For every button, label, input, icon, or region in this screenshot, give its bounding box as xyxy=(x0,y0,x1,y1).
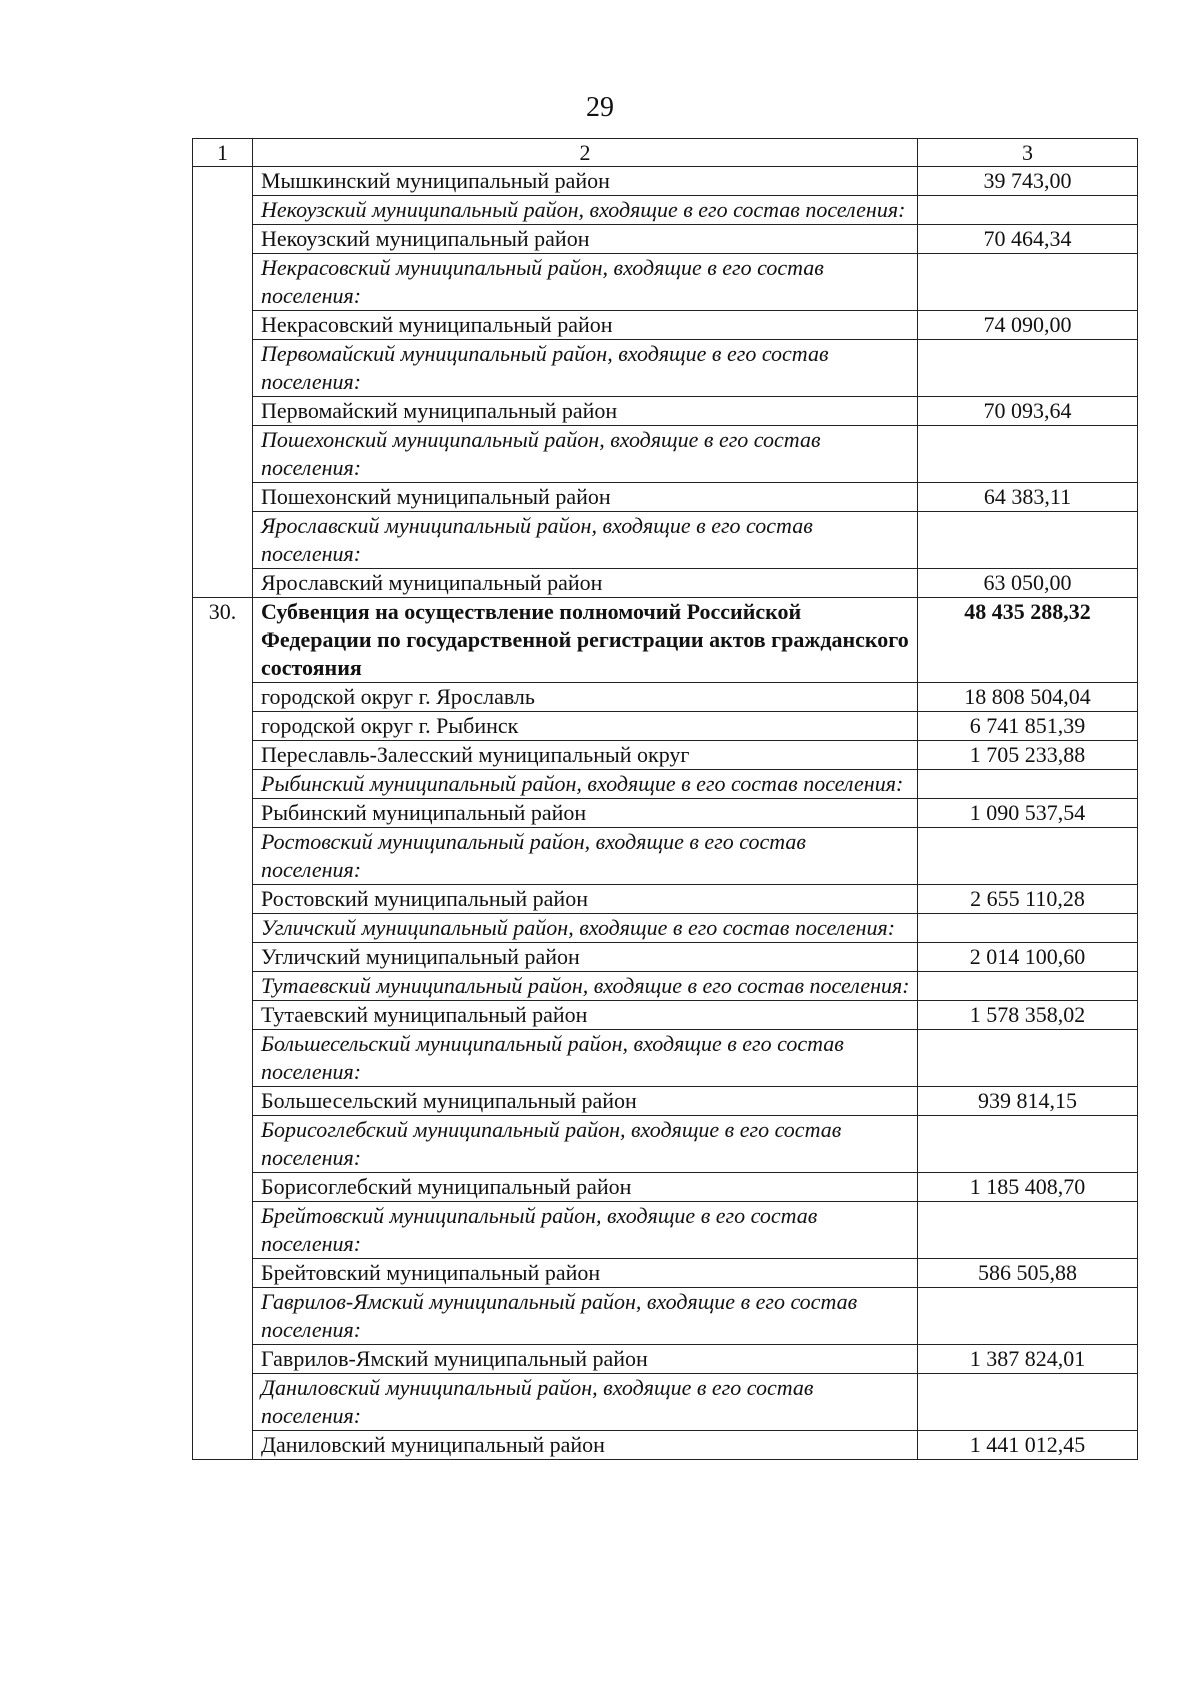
amount-value xyxy=(918,914,1138,943)
table-body xyxy=(193,139,1138,1460)
district-name: Тутаевский муниципальный район xyxy=(253,1001,918,1030)
amount-value xyxy=(918,770,1138,799)
district-name: Гаврилов-Ямский муниципальный район xyxy=(253,1345,918,1374)
table-row xyxy=(193,1288,1138,1345)
district-name: Переславль-Залесский муниципальный округ xyxy=(253,741,918,770)
table-row xyxy=(193,1116,1138,1173)
table-row xyxy=(193,1374,1138,1431)
district-name: Некоузский муниципальный район xyxy=(253,225,918,254)
table-row xyxy=(193,225,1138,254)
district-name: Большесельский муниципальный район xyxy=(253,1087,918,1116)
district-name: Мышкинский муниципальный район xyxy=(253,167,918,196)
table-row xyxy=(193,1259,1138,1288)
section-subheader: Борисоглебский муниципальный район, входящие в его состав поселения: xyxy=(253,1116,918,1173)
table-row xyxy=(193,1087,1138,1116)
table-row xyxy=(193,1173,1138,1202)
column-header-number: 1 xyxy=(193,139,253,167)
amount-value: 74 090,00 xyxy=(918,311,1138,340)
amount-value: 939 814,15 xyxy=(918,1087,1138,1116)
amount-value xyxy=(918,196,1138,225)
district-name: Даниловский муниципальный район xyxy=(253,1431,918,1460)
amount-value xyxy=(918,1116,1138,1173)
table-row xyxy=(193,943,1138,972)
district-name: Некрасовский муниципальный район xyxy=(253,311,918,340)
amount-value: 39 743,00 xyxy=(918,167,1138,196)
section-subheader: Брейтовский муниципальный район, входящие в его состав поселения: xyxy=(253,1202,918,1259)
amount-value xyxy=(918,340,1138,397)
table-row xyxy=(193,972,1138,1001)
amount-value: 70 464,34 xyxy=(918,225,1138,254)
amount-value xyxy=(918,1288,1138,1345)
section-subheader: Тутаевский муниципальный район, входящие в его состав поселения: xyxy=(253,972,918,1001)
table-row xyxy=(193,397,1138,426)
table-row xyxy=(193,340,1138,397)
amount-value: 6 741 851,39 xyxy=(918,712,1138,741)
table-row xyxy=(193,1001,1138,1030)
section-title: Субвенция на осуществление полномочий Российской Федерации по государственной регистрации актов гражданского состояния xyxy=(253,598,918,683)
district-name: Угличский муниципальный район xyxy=(253,943,918,972)
section-total: 48 435 288,32 xyxy=(918,598,1138,683)
table-row xyxy=(193,483,1138,512)
amount-value: 64 383,11 xyxy=(918,483,1138,512)
amount-value xyxy=(918,828,1138,885)
table-row xyxy=(193,1030,1138,1087)
table-row xyxy=(193,1202,1138,1259)
amount-value: 63 050,00 xyxy=(918,569,1138,598)
amount-value: 18 808 504,04 xyxy=(918,683,1138,712)
district-name: городской округ г. Рыбинск xyxy=(253,712,918,741)
district-name: Пошехонский муниципальный район xyxy=(253,483,918,512)
amount-value: 586 505,88 xyxy=(918,1259,1138,1288)
table-row xyxy=(193,741,1138,770)
section-subheader: Гаврилов-Ямский муниципальный район, входящие в его состав поселения: xyxy=(253,1288,918,1345)
district-name: Брейтовский муниципальный район xyxy=(253,1259,918,1288)
table-row xyxy=(193,311,1138,340)
table-row xyxy=(193,426,1138,483)
amount-value: 2 655 110,28 xyxy=(918,885,1138,914)
page-number: 29 xyxy=(586,92,614,123)
allocation-table xyxy=(192,138,1138,1460)
amount-value xyxy=(918,426,1138,483)
section-subheader: Некоузский муниципальный район, входящие в его состав поселения: xyxy=(253,196,918,225)
district-name: Борисоглебский муниципальный район xyxy=(253,1173,918,1202)
row-number: 30. xyxy=(193,598,253,1460)
amount-value: 1 441 012,45 xyxy=(918,1431,1138,1460)
table-row xyxy=(193,167,1138,196)
amount-value xyxy=(918,254,1138,311)
table-row xyxy=(193,885,1138,914)
amount-value xyxy=(918,1374,1138,1431)
amount-value: 1 185 408,70 xyxy=(918,1173,1138,1202)
section-subheader: Некрасовский муниципальный район, входящие в его состав поселения: xyxy=(253,254,918,311)
section-subheader: Большесельский муниципальный район, входящие в его состав поселения: xyxy=(253,1030,918,1087)
table-row xyxy=(193,683,1138,712)
section-subheader: Даниловский муниципальный район, входящие в его состав поселения: xyxy=(253,1374,918,1431)
amount-value xyxy=(918,972,1138,1001)
table-row xyxy=(193,770,1138,799)
section-subheader: Первомайский муниципальный район, входящие в его состав поселения: xyxy=(253,340,918,397)
row-number-empty xyxy=(193,167,253,598)
table-row xyxy=(193,1345,1138,1374)
table-row xyxy=(193,914,1138,943)
amount-value xyxy=(918,1030,1138,1087)
column-header-name: 2 xyxy=(253,139,918,167)
table-row xyxy=(193,196,1138,225)
column-header-row xyxy=(193,139,1138,167)
amount-value: 1 578 358,02 xyxy=(918,1001,1138,1030)
table-row xyxy=(193,712,1138,741)
amount-value: 2 014 100,60 xyxy=(918,943,1138,972)
section-subheader: Ростовский муниципальный район, входящие в его состав поселения: xyxy=(253,828,918,885)
district-name: Рыбинский муниципальный район xyxy=(253,799,918,828)
amount-value: 1 387 824,01 xyxy=(918,1345,1138,1374)
table-row xyxy=(193,1431,1138,1460)
amount-value xyxy=(918,1202,1138,1259)
district-name: Первомайский муниципальный район xyxy=(253,397,918,426)
district-name: городской округ г. Ярославль xyxy=(253,683,918,712)
table-row xyxy=(193,569,1138,598)
amount-value: 1 090 537,54 xyxy=(918,799,1138,828)
section-subheader: Ярославский муниципальный район, входящие в его состав поселения: xyxy=(253,512,918,569)
amount-value: 1 705 233,88 xyxy=(918,741,1138,770)
amount-value: 70 093,64 xyxy=(918,397,1138,426)
table-row xyxy=(193,828,1138,885)
table-row xyxy=(193,512,1138,569)
section-subheader: Пошехонский муниципальный район, входящие в его состав поселения: xyxy=(253,426,918,483)
table-row xyxy=(193,254,1138,311)
section-subheader: Рыбинский муниципальный район, входящие в его состав поселения: xyxy=(253,770,918,799)
district-name: Ростовский муниципальный район xyxy=(253,885,918,914)
amount-value xyxy=(918,512,1138,569)
district-name: Ярославский муниципальный район xyxy=(253,569,918,598)
section-title-row xyxy=(193,598,1138,683)
section-subheader: Угличский муниципальный район, входящие в его состав поселения: xyxy=(253,914,918,943)
table-row xyxy=(193,799,1138,828)
column-header-amount: 3 xyxy=(918,139,1138,167)
